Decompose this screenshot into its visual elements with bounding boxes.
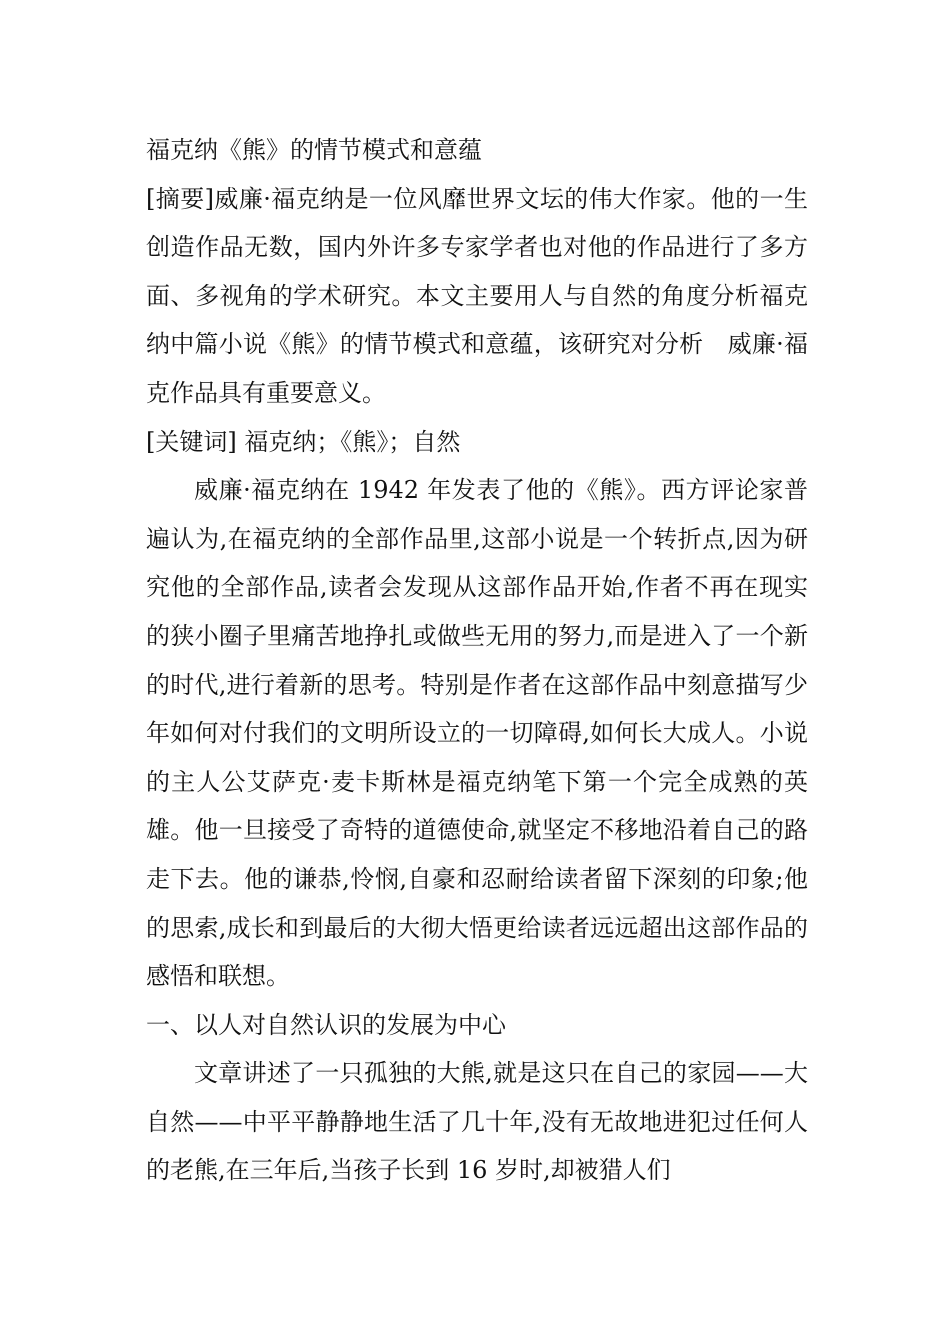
document-page	[146, 126, 808, 1195]
keywords-label: [关键词]	[146, 427, 237, 456]
abstract-text-part2: 威廉·福克作品具有重要意义。	[146, 330, 808, 407]
body-paragraph-2: 文章讲述了一只孤独的大熊,就是这只在自己的家园——大自然——中平平静静地生活了几十年,没有无故地进犯过任何人的老熊,在三年后,当孩子长到 16 岁时,却被猎人们	[146, 1059, 808, 1185]
abstract-text-part1: 威廉·福克纳是一位风靡世界文坛的伟大作家。他的一生创造作品无数，国内外许多专家学者也对他的作品进行了多方面、多视角的学术研究。本文主要用人与自然的角度分析福克纳中篇小说《熊》的情节模式和意蕴，该研究对分析	[146, 184, 808, 359]
keywords-paragraph	[146, 418, 808, 467]
abstract-label: [摘要]	[146, 184, 214, 213]
document-title: 福克纳《熊》的情节模式和意蕴	[146, 136, 482, 164]
body-paragraph-1: 威廉·福克纳在 1942 年发表了他的《熊》。西方评论家普遍认为,在福克纳的全部作品里,这部小说是一个转折点,因为研究他的全部作品,读者会发现从这部作品开始,作者不再在现实的狭小圈子里痛苦地挣扎或做些无用的努力,而是进入了一个新的时代,进行着新的思考。特别是作者在这部作品中刻意描写少年如何对付我们的文明所设立的一切障碍,如何长大成人。小说的主人公艾萨克·麦卡斯林是福克纳笔下第一个完全成熟的英雄。他一旦接受了奇特的道德使命,就坚定不移地沿着自己的路走下去。他的谦恭,怜悯,自豪和忍耐给读者留下深刻的印象;他的思索,成长和到最后的大彻大悟更给读者远远超出这部作品的感悟和联想。	[146, 476, 808, 991]
section-heading-1: 一、以人对自然认识的发展为中心	[146, 1010, 506, 1039]
keywords-text: 福克纳；《熊》；自然	[236, 427, 461, 456]
abstract-paragraph	[146, 175, 808, 418]
